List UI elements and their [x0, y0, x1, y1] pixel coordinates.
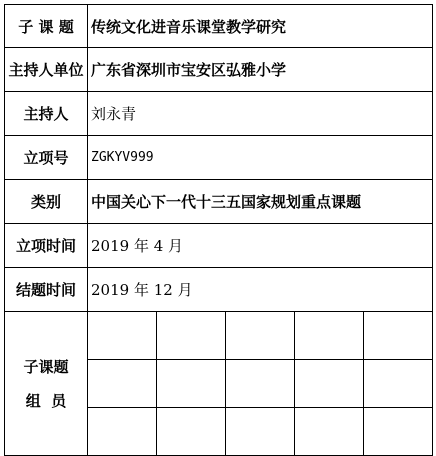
row-category	[5, 180, 433, 224]
label-project-number: 立项号	[5, 136, 88, 180]
row-subproject-title	[5, 5, 433, 48]
project-info-table	[4, 4, 433, 456]
member-cell	[157, 408, 226, 456]
member-cell	[88, 408, 157, 456]
row-host-person	[5, 92, 433, 136]
row-project-number	[5, 136, 433, 180]
member-cell	[364, 360, 433, 408]
member-cell	[88, 312, 157, 360]
value-category: 中国关心下一代十三五国家规划重点课题	[88, 180, 433, 224]
label-members-line1: 子课题	[23, 357, 69, 376]
member-cell	[88, 360, 157, 408]
row-approval-date	[5, 224, 433, 268]
label-completion-date: 结题时间	[5, 268, 88, 312]
label-subproject-title: 子 课 题	[5, 5, 88, 48]
row-members-1	[5, 312, 433, 360]
label-host-person: 主持人	[5, 92, 88, 136]
label-category: 类别	[5, 180, 88, 224]
value-approval-date: 2019 年 4 月	[88, 224, 433, 268]
label-host-unit: 主持人单位	[5, 48, 88, 92]
member-cell	[157, 312, 226, 360]
row-completion-date	[5, 268, 433, 312]
member-cell	[226, 408, 295, 456]
member-cell	[295, 312, 364, 360]
value-completion-date: 2019 年 12 月	[88, 268, 433, 312]
value-project-number: ZGKYV999	[88, 136, 433, 180]
value-subproject-title: 传统文化进音乐课堂教学研究	[88, 5, 433, 48]
label-members	[5, 312, 88, 456]
label-members-line2: 组 员	[25, 391, 67, 410]
member-cell	[364, 408, 433, 456]
member-cell	[226, 360, 295, 408]
member-cell	[364, 312, 433, 360]
member-cell	[295, 408, 364, 456]
row-host-unit	[5, 48, 433, 92]
value-host-person: 刘永青	[88, 92, 433, 136]
member-cell	[157, 360, 226, 408]
member-cell	[295, 360, 364, 408]
member-cell	[226, 312, 295, 360]
value-host-unit: 广东省深圳市宝安区弘雅小学	[88, 48, 433, 92]
label-approval-date: 立项时间	[5, 224, 88, 268]
